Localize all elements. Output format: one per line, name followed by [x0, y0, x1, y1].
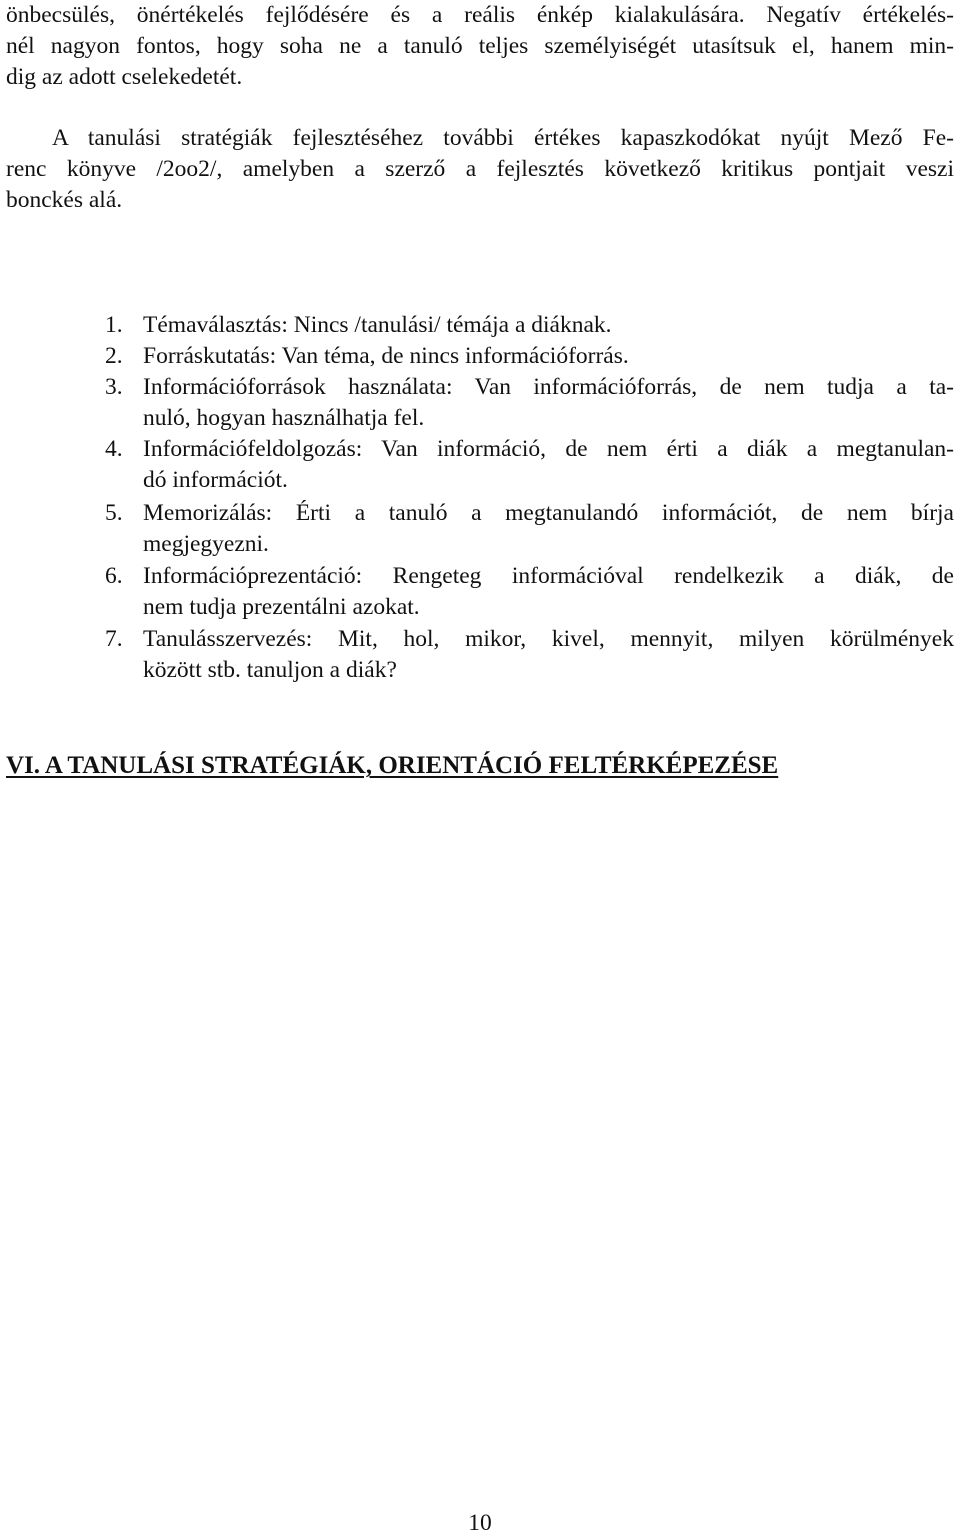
list-item-number: 4.	[105, 436, 123, 462]
paragraph-line: renc könyve /2oo2/, amelyben a szerző a fejlesztés következő kritikus pontjait veszi	[6, 156, 954, 182]
list-item-text: Információforrások használata: Van információforrás, de nem tudja a ta-	[143, 374, 954, 400]
paragraph-line: dig az adott cselekedetét.	[6, 64, 243, 90]
list-item-number: 1.	[105, 312, 123, 338]
list-item-number: 7.	[105, 626, 123, 652]
list-item-text: megjegyezni.	[143, 531, 269, 557]
paragraph-line: nél nagyon fontos, hogy soha ne a tanuló teljes személyiségét utasítsuk el, hanem min-	[6, 33, 954, 59]
paragraph-line: A tanulási stratégiák fejlesztéséhez további értékes kapaszkodókat nyújt Mező Fe-	[52, 125, 954, 151]
list-item-text: dó információt.	[143, 467, 288, 493]
page-number: 10	[468, 1510, 492, 1536]
list-item-text: nem tudja prezentálni azokat.	[143, 594, 420, 620]
paragraph-line: bonckés alá.	[6, 187, 123, 213]
list-item-text: Témaválasztás: Nincs /tanulási/ témája a diáknak.	[143, 312, 612, 338]
list-item-text: nuló, hogyan használhatja fel.	[143, 405, 425, 431]
list-item-number: 6.	[105, 563, 123, 589]
list-item-text: Tanulásszervezés: Mit, hol, mikor, kivel, mennyit, milyen körülmények	[143, 626, 954, 652]
section-heading: VI. A TANULÁSI STRATÉGIÁK, ORIENTÁCIÓ FELTÉRKÉPEZÉSE	[6, 752, 779, 779]
list-item-number: 5.	[105, 500, 123, 526]
list-item-text: között stb. tanuljon a diák?	[143, 657, 397, 683]
list-item-number: 2.	[105, 343, 123, 369]
list-item-text: Memorizálás: Érti a tanuló a megtanulandó információt, de nem bírja	[143, 500, 954, 526]
list-item-text: Forráskutatás: Van téma, de nincs információforrás.	[143, 343, 629, 369]
list-item-number: 3.	[105, 374, 123, 400]
list-item-text: Információprezentáció: Rengeteg információval rendelkezik a diák, de	[143, 563, 954, 589]
paragraph-line: önbecsülés, önértékelés fejlődésére és a reális énkép kialakulására. Negatív értékelés-	[6, 2, 954, 28]
list-item-text: Információfeldolgozás: Van információ, de nem érti a diák a megtanulan-	[143, 436, 954, 462]
